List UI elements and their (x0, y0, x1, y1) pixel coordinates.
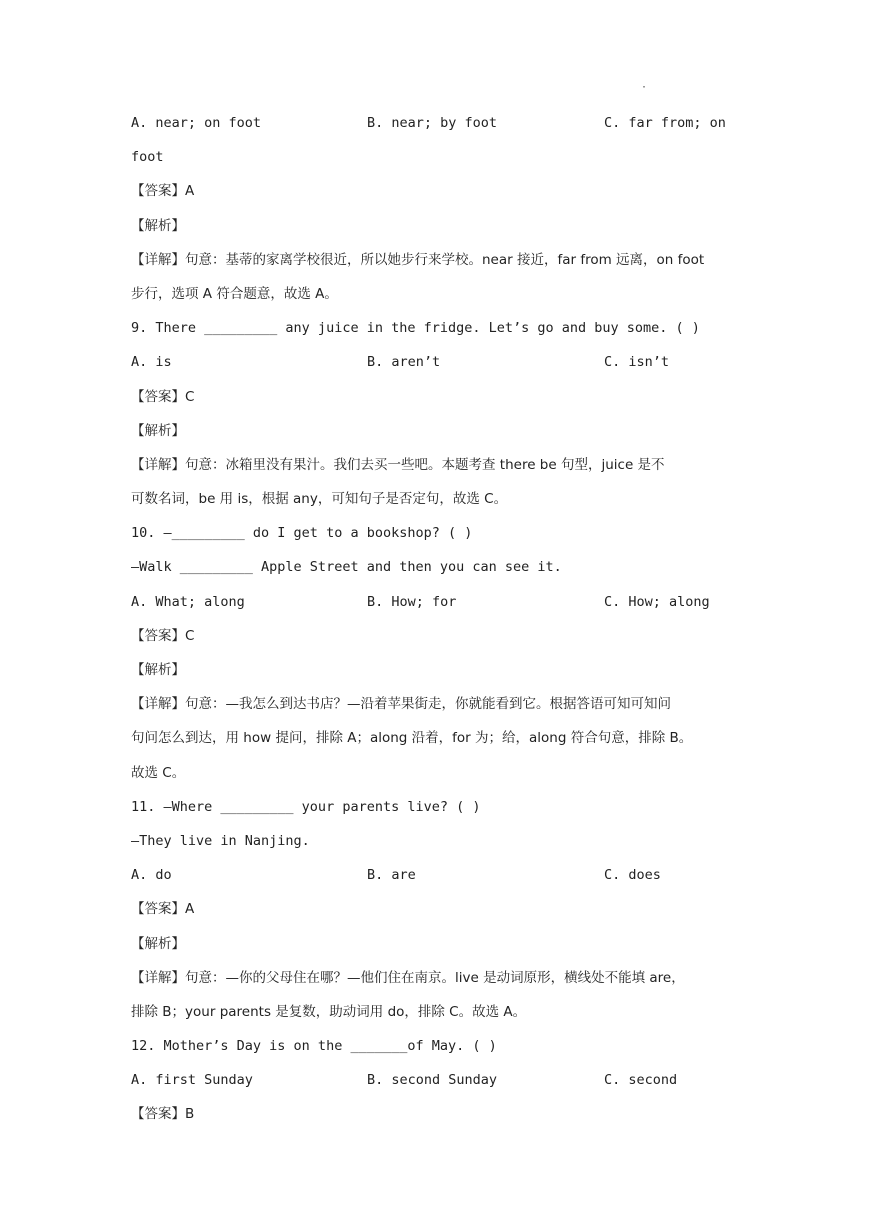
q9-question: 9. There _________ any juice in the fridge. Let’s go and buy some. ( ) (131, 320, 700, 337)
q10-options (131, 585, 741, 619)
q12-answer: 【答案】B (131, 1106, 195, 1123)
q9-detail-1: 【详解】句意：冰箱里没有果汁。我们去买一些吧。本题考查 there be 句型，juice 是不 (131, 456, 665, 473)
q11-option-a: A. do (131, 867, 172, 884)
q9-option-b: B. aren’t (367, 354, 441, 371)
q9-options (131, 345, 741, 379)
q11-option-b: B. are (367, 867, 416, 884)
q10-response: —Walk _________ Apple Street and then you can see it. (131, 559, 562, 576)
q8-option-a: A. near; on foot (131, 115, 262, 131)
q10-detail-2: 句问怎么到达，用 how 提问，排除 A；along 沿着，for 为；给，along 符合句意，排除 B。 (131, 730, 693, 747)
q10-question: 10. —_________ do I get to a bookshop? ( ) (131, 525, 473, 542)
q8-option-b: B. near; by foot (367, 115, 498, 131)
q8-option-c: C. far from; on (604, 115, 726, 131)
q10-answer: 【答案】C (131, 627, 195, 644)
q12-question: 12. Mother’s Day is on the _______of May. ( ) (131, 1038, 497, 1055)
content (131, 106, 741, 1132)
header-mark: · (641, 82, 648, 93)
q11-options (131, 858, 741, 892)
q8-options (131, 106, 741, 140)
q9-option-a: A. is (131, 354, 172, 371)
q12-option-a: A. first Sunday (131, 1072, 253, 1089)
q9-analysis: 【解析】 (131, 422, 185, 439)
q10-option-b: B. How; for (367, 593, 457, 610)
q12-option-b: B. second Sunday (367, 1072, 498, 1089)
q11-option-c: C. does (604, 867, 661, 884)
q11-answer: 【答案】A (131, 901, 195, 918)
q10-analysis: 【解析】 (131, 662, 185, 678)
q9-option-c: C. isn’t (604, 354, 670, 371)
q9-detail-2: 可数名词，be 用 is，根据 any，可知句子是否定句，故选 C。 (131, 491, 508, 508)
q10-detail-3: 故选 C。 (131, 764, 186, 781)
q12-options (131, 1063, 741, 1097)
q11-analysis: 【解析】 (131, 935, 185, 952)
q8-analysis: 【解析】 (131, 217, 185, 234)
q9-answer: 【答案】C (131, 388, 195, 405)
q11-detail-2: 排除 B；your parents 是复数，助动词用 do，排除 C。故选 A。 (131, 1003, 527, 1020)
q8-answer: 【答案】A (131, 183, 195, 200)
q10-option-a: A. What; along (131, 593, 245, 610)
q11-detail-1: 【详解】句意：—你的父母住在哪？—他们住在南京。live 是动词原形，横线处不能填 are， (131, 969, 685, 986)
q12-option-c: C. second (604, 1072, 678, 1089)
q11-response: —They live in Nanjing. (131, 832, 310, 849)
q11-question: 11. —Where _________ your parents live? ( ) (131, 798, 481, 815)
q8-option-wrap: foot (131, 149, 164, 166)
q8-detail-1: 【详解】句意：基蒂的家离学校很近，所以她步行来学校。near 接近，far from 远离，on foot (131, 251, 705, 268)
q8-detail-2: 步行，选项 A 符合题意，故选 A。 (131, 285, 338, 302)
q10-detail-1: 【详解】句意：—我怎么到达书店？—沿着苹果街走，你就能看到它。根据答语可知可知问 (131, 696, 671, 713)
q10-option-c: C. How; along (604, 593, 710, 610)
